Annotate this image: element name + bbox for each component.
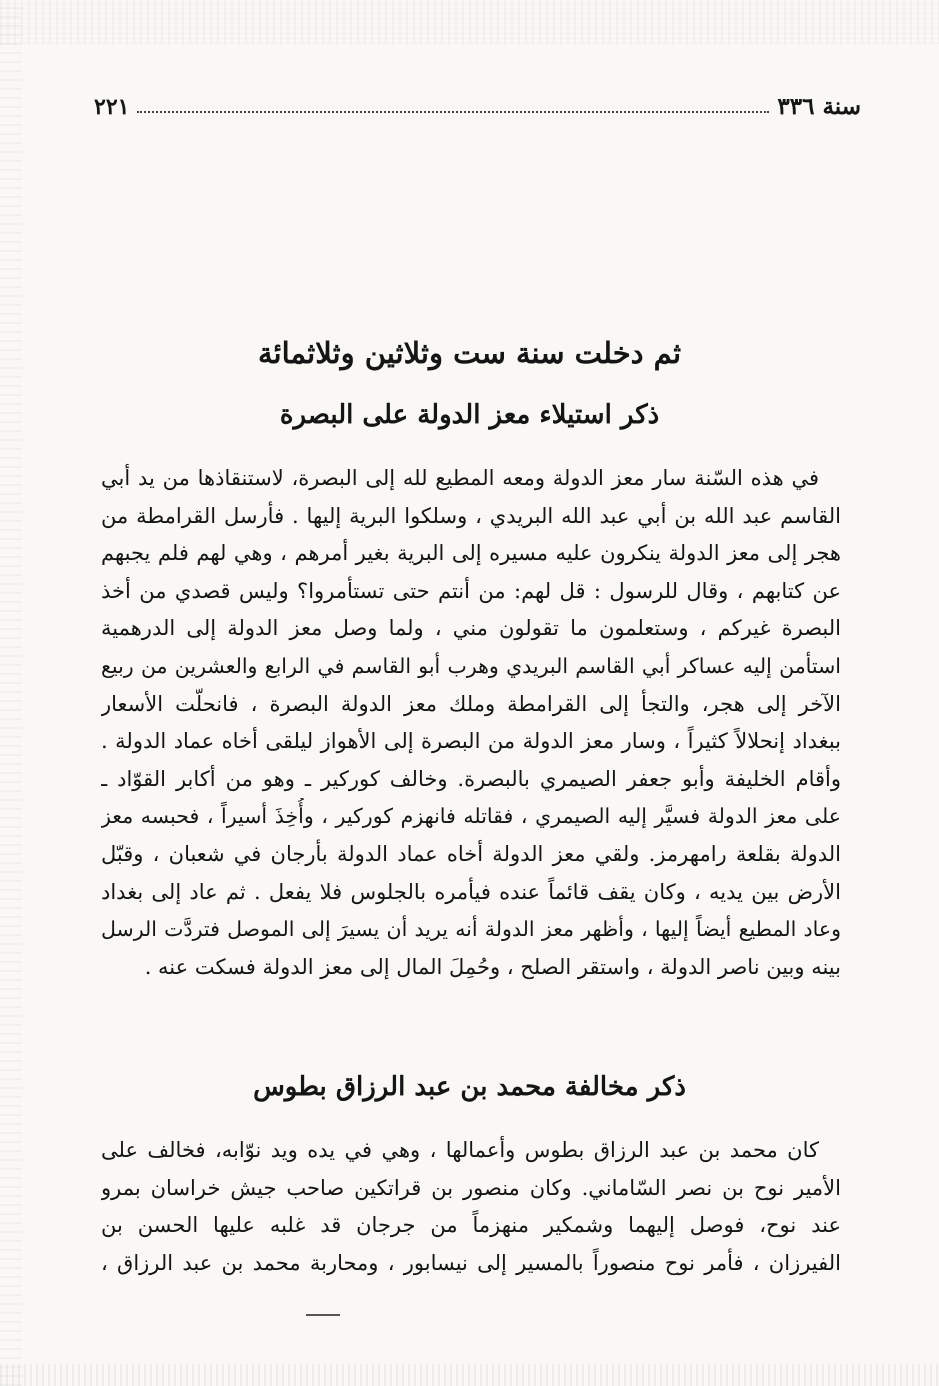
text-line: القاسم عبد الله بن أبي عبد الله البريدي ، وسلكوا البرية إليها . فأرسل القرامطة من <box>101 503 841 528</box>
text-line: الأمير نوح بن نصر السّاماني. وكان منصور بن قراتكين صاحب جيش خراسان بمرو <box>101 1175 841 1200</box>
text-line: في هذه السّنة سار معز الدولة ومعه المطيع لله إلى البصرة، لاستنقاذها من يد أبي <box>101 466 819 490</box>
page-number: ٢٢١ <box>94 94 130 120</box>
text-line: وعاد المطيع أيضاً إليها ، وأظهر معز الدولة أنه يريد أن يسيرَ إلى الموصل فتردَّت الرسل <box>101 917 841 942</box>
running-head <box>94 86 861 120</box>
scan-edge-left <box>0 0 22 1386</box>
text-line: عند نوح، فوصل إليهما وشمكير منهزماً من جرجان قد غلبه عليها الحسن بن <box>101 1213 841 1238</box>
text-line: الدولة بقلعة رامهرمز. ولقي معز الدولة أخاه عماد الدولة بأرجان في شعبان ، وقبّل <box>101 841 841 866</box>
section-heading-basra: ذكر استيلاء معز الدولة على البصرة <box>279 400 660 430</box>
text-line: الفيرزان ، فأمر نوح منصوراً بالمسير إلى نيسابور ، ومحاربة محمد بن عبد الرزاق ، <box>101 1250 841 1275</box>
scan-edge-top <box>0 0 939 44</box>
year-heading: ثم دخلت سنة ست وثلاثين وثلاثمائة <box>257 336 682 370</box>
running-head-leader-dots <box>137 110 769 113</box>
running-head-title: سنة ٣٣٦ <box>777 93 861 120</box>
text-line: البصرة غيركم ، وستعلمون ما تقولون مني ، ولما وصل معز الدولة إلى الدرهمية <box>101 616 841 641</box>
text-line: هجر إلى معز الدولة ينكرون عليه مسيره إلى البرية بغير أمرهم ، وهي لهم فلم يجبهم <box>101 541 841 566</box>
text-line: ببغداد إنحلالاً كثيراً ، وسار معز الدولة من البصرة إلى الأهواز ليلقى أخاه عماد الدولة . <box>101 729 841 754</box>
text-line: بينه وبين ناصر الدولة ، واستقر الصلح ، وحُمِلَ المال إلى معز الدولة فسكت عنه . <box>144 954 841 979</box>
footer-rule <box>306 1314 340 1316</box>
text-line: على معز الدولة فسيَّر إليه الصيمري ، فقاتله فانهزم كوركير ، وأُخِذَ أسيراً ، فحبسه معز <box>101 804 841 829</box>
text-line: الآخر إلى هجر، والتجأ إلى القرامطة وملك معز الدولة البصرة ، فانحلّت الأسعار <box>101 691 841 716</box>
scan-edge-bottom <box>0 1364 939 1386</box>
paragraph-basra <box>101 460 841 986</box>
text-line: استأمن إليه عساكر أبي القاسم البريدي وهرب أبو القاسم في الرابع والعشرين من ربيع <box>101 653 841 678</box>
paragraph-tus <box>101 1132 841 1282</box>
section-heading-tus: ذكر مخالفة محمد بن عبد الرزاق بطوس <box>253 1072 686 1102</box>
text-line: عن كتابهم ، وقال للرسول : قل لهم: من أنتم حتى تستأمروا؟ وليس قصدي من أخذ <box>101 578 841 603</box>
text-line: وأقام الخليفة وأبو جعفر الصيمري بالبصرة. وخالف كوركير ـ وهو من أكابر القوّاد ـ <box>101 766 841 791</box>
text-line: الأرض بين يديه ، وكان يقف قائماً عنده فيأمره بالجلوس فلا يفعل . ثم عاد إلى بغداد <box>101 879 841 904</box>
text-line: كان محمد بن عبد الرزاق بطوس وأعمالها ، وهي في يده ويد نوّابه، فخالف على <box>101 1138 819 1162</box>
